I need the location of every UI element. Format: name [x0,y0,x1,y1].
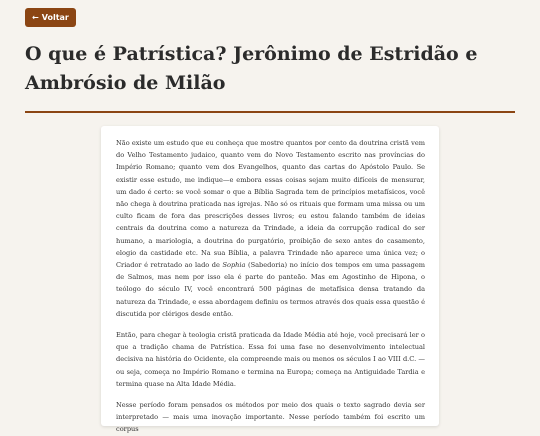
page-title: O que é Patrística? Jerônimo de Estridão e Ambrósio de Milão [25,43,478,94]
article-paragraph-3: Nesse período foram pensados os métodos por meio dos quais o texto sagrado devia ser interpretado — mais uma inovação importante. Nesse período também foi escrito um corpus [116,401,425,434]
back-button[interactable] [25,8,76,27]
back-button-label: Voltar [41,13,69,22]
article-paragraph-2: Então, para chegar à teologia cristã praticada da Idade Média até hoje, você precisará ler o que a tradição chama de Patrística. Essa foi uma fase no desenvolvimento intelectual decisiva na história do Ocidente, ela compreende mais ou menos os séculos I ao VIII d.C. — ou seja, começa no Império Romano e termina na Europa; começa na Antiguidade Tardia e termina quase na Alta Idade Média. [116,331,425,388]
title-divider [25,111,515,113]
article-card [101,126,439,434]
paragraph-1-emphasis: Sophia [222,261,246,270]
article-paragraph-1 [116,137,425,320]
arrow-left-icon: ← [32,12,39,22]
paragraph-1-text-start: Não existe um estudo que eu conheça que mostre quantos por cento da doutrina cristã vem do Velho Testamento judaico, quanto vem do Novo Testamento escrito nas províncias do Império Romano; quanto vem dos Evangelhos, quanto das cartas do Apóstolo Paulo. Se existir esse estudo, me indique—e embora essas coisas sejam muito difíceis de mensurar, um dado é certo: se você somar o que a Bíblia Sagrada tem de princípios metafísicos, você não chega à doutrina praticada nas igrejas. Não só os rituais que formam uma missa ou um culto ficam de fora das prescrições desses livros; eu estou falando também de ideias centrais da doutrina como a natureza da Trindade, a ideia da corrupção radical do ser humano, a mariologia, a doutrina do purgatório, proibição de sexo antes do casamento, elogio da castidade etc. Na sua Bíblia, a palavra Trindade não aparece uma única vez; o Criador é retratado ao lado de [116,139,425,270]
paragraph-1-text-end: (Sabedoria) no início dos tempos em uma passagem de Salmos, mas nem por isso ela é parte do panteão. Mas em Agostinho de Hipona, o teólogo do século IV, você encontrará 500 páginas de metafísica densa tratando da natureza da Trindade, e essa abordagem definiu os termos através dos quais essa questão é discutida por clérigos desde então. [116,261,425,318]
